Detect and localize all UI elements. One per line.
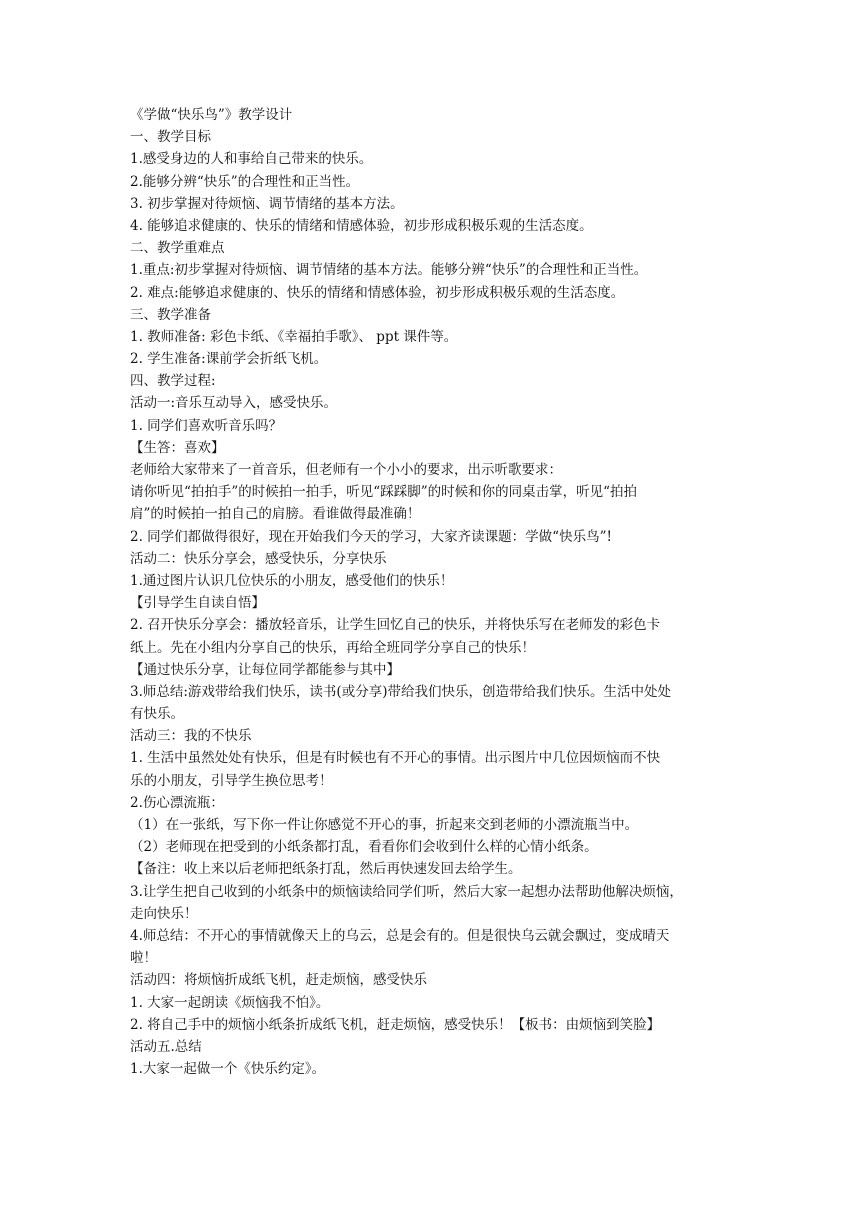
document-line: 1.重点:初步掌握对待烦恼、调节情绪的基本方法。能够分辨“快乐”的合理性和正当性。 — [130, 262, 648, 279]
document-line: 【备注：收上来以后老师把纸条打乱，然后再快速发回去给学生。 — [130, 861, 522, 878]
document-line: 纸上。先在小组内分享自己的快乐，再给全班同学分享自己的快乐！ — [130, 639, 535, 656]
document-line: 活动一:音乐互动导入，感受快乐。 — [130, 395, 338, 412]
document-line: 四、教学过程: — [130, 373, 216, 390]
document-line: 【通过快乐分享，让每位同学都能参与其中】 — [130, 661, 400, 678]
document-line: 请你听见“拍拍手”的时候拍一拍手，听见“踩踩脚”的时候和你的同桌击掌，听见“拍拍 — [130, 484, 638, 501]
document-line: 2. 学生准备:课前学会折纸飞机。 — [130, 351, 328, 368]
document-line: 活动四：将烦恼折成纸飞机，赶走烦恼，感受快乐 — [130, 972, 427, 989]
document-line: 1. 教师准备: 彩色卡纸、《幸福拍手歌》、 ppt 课件等。 — [130, 328, 458, 345]
document-line: 2. 同学们都做得很好，现在开始我们今天的学习，大家齐读课题：学做“快乐鸟”! — [130, 528, 612, 545]
document-line: 1.通过图片认识几位快乐的小朋友，感受他们的快乐！ — [130, 572, 454, 589]
document-line: 啦！ — [130, 950, 157, 967]
document-line: 2. 难点:能够追求健康的、快乐的情绪和情感体验，初步形成积极乐观的生活态度。 — [130, 284, 625, 301]
document-line: 三、教学准备 — [130, 306, 211, 323]
document-line: （2）老师现在把受到的小纸条都打乱，看看你们会收到什么样的心情小纸条。 — [130, 839, 598, 856]
document-line: 2. 召开快乐分享会：播放轻音乐，让学生回忆自己的快乐，并将快乐写在老师发的彩色卡 — [130, 617, 661, 634]
document-line: 1.大家一起做一个《快乐约定》。 — [130, 1061, 326, 1078]
document-line: 活动五.总结 — [130, 1038, 202, 1055]
document-line: 4.师总结：不开心的事情就像天上的乌云，总是会有的。但是很快乌云就会飘过，变成晴天 — [130, 927, 670, 944]
document-line: 2. 将自己手中的烦恼小纸条折成纸飞机，赶走烦恼，感受快乐！【板书：由烦恼到笑脸】 — [130, 1016, 661, 1033]
document-line: 乐的小朋友，引导学生换位思考！ — [130, 772, 333, 789]
document-line: 老师给大家带来了一首音乐，但老师有一个小小的要求，出示听歌要求： — [130, 462, 562, 478]
document-line: 【引导学生自读自悟】 — [130, 595, 265, 612]
document-line: 3. 初步掌握对待烦恼、调节情绪的基本方法。 — [130, 195, 404, 212]
document-line: 1. 同学们喜欢听音乐吗？ — [130, 417, 283, 434]
document-line: 二、教学重难点 — [130, 240, 225, 257]
document-line: 有快乐。 — [130, 706, 184, 723]
document-line: 3.让学生把自己收到的小纸条中的烦恼读给同学们听，然后大家一起想办法帮助他解决烦恼， — [130, 883, 683, 900]
document-line: 活动三：我的不快乐 — [130, 728, 252, 745]
document-line: 一、教学目标 — [130, 129, 211, 146]
document-line: （1）在一张纸，写下你一件让你感觉不开心的事，折起来交到老师的小漂流瓶当中。 — [130, 817, 639, 833]
document-line: 2.伤心漂流瓶： — [130, 794, 224, 811]
document-title: 《学做“快乐鸟”》教学设计 — [130, 107, 293, 123]
document-body — [130, 104, 742, 1080]
document-line: 4. 能够追求健康的、快乐的情绪和情感体验，初步形成积极乐观的生活态度。 — [130, 217, 593, 234]
document-line: 2.能够分辨“快乐”的合理性和正当性。 — [130, 173, 360, 190]
document-line: 走向快乐！ — [130, 905, 198, 922]
document-line: 1. 大家一起朗读《烦恼我不怕》。 — [130, 994, 330, 1011]
document-line: 1. 生活中虽然处处有快乐，但是有时候也有不开心的事情。出示图片中几位因烦恼而不快 — [130, 750, 661, 767]
document-line: 3.师总结:游戏带给我们快乐，读书(或分享)带给我们快乐，创造带给我们快乐。生活中处处 — [130, 683, 671, 700]
document-line: 活动二：快乐分享会，感受快乐，分享快乐 — [130, 550, 387, 567]
document-line: 1.感受身边的人和事给自己带来的快乐。 — [130, 151, 373, 168]
document-line: 肩”的时候拍一拍自己的肩膀。看谁做得最准确！ — [130, 506, 421, 523]
document-line: 【生答：喜欢】 — [130, 439, 225, 456]
document-lines — [130, 126, 742, 1080]
